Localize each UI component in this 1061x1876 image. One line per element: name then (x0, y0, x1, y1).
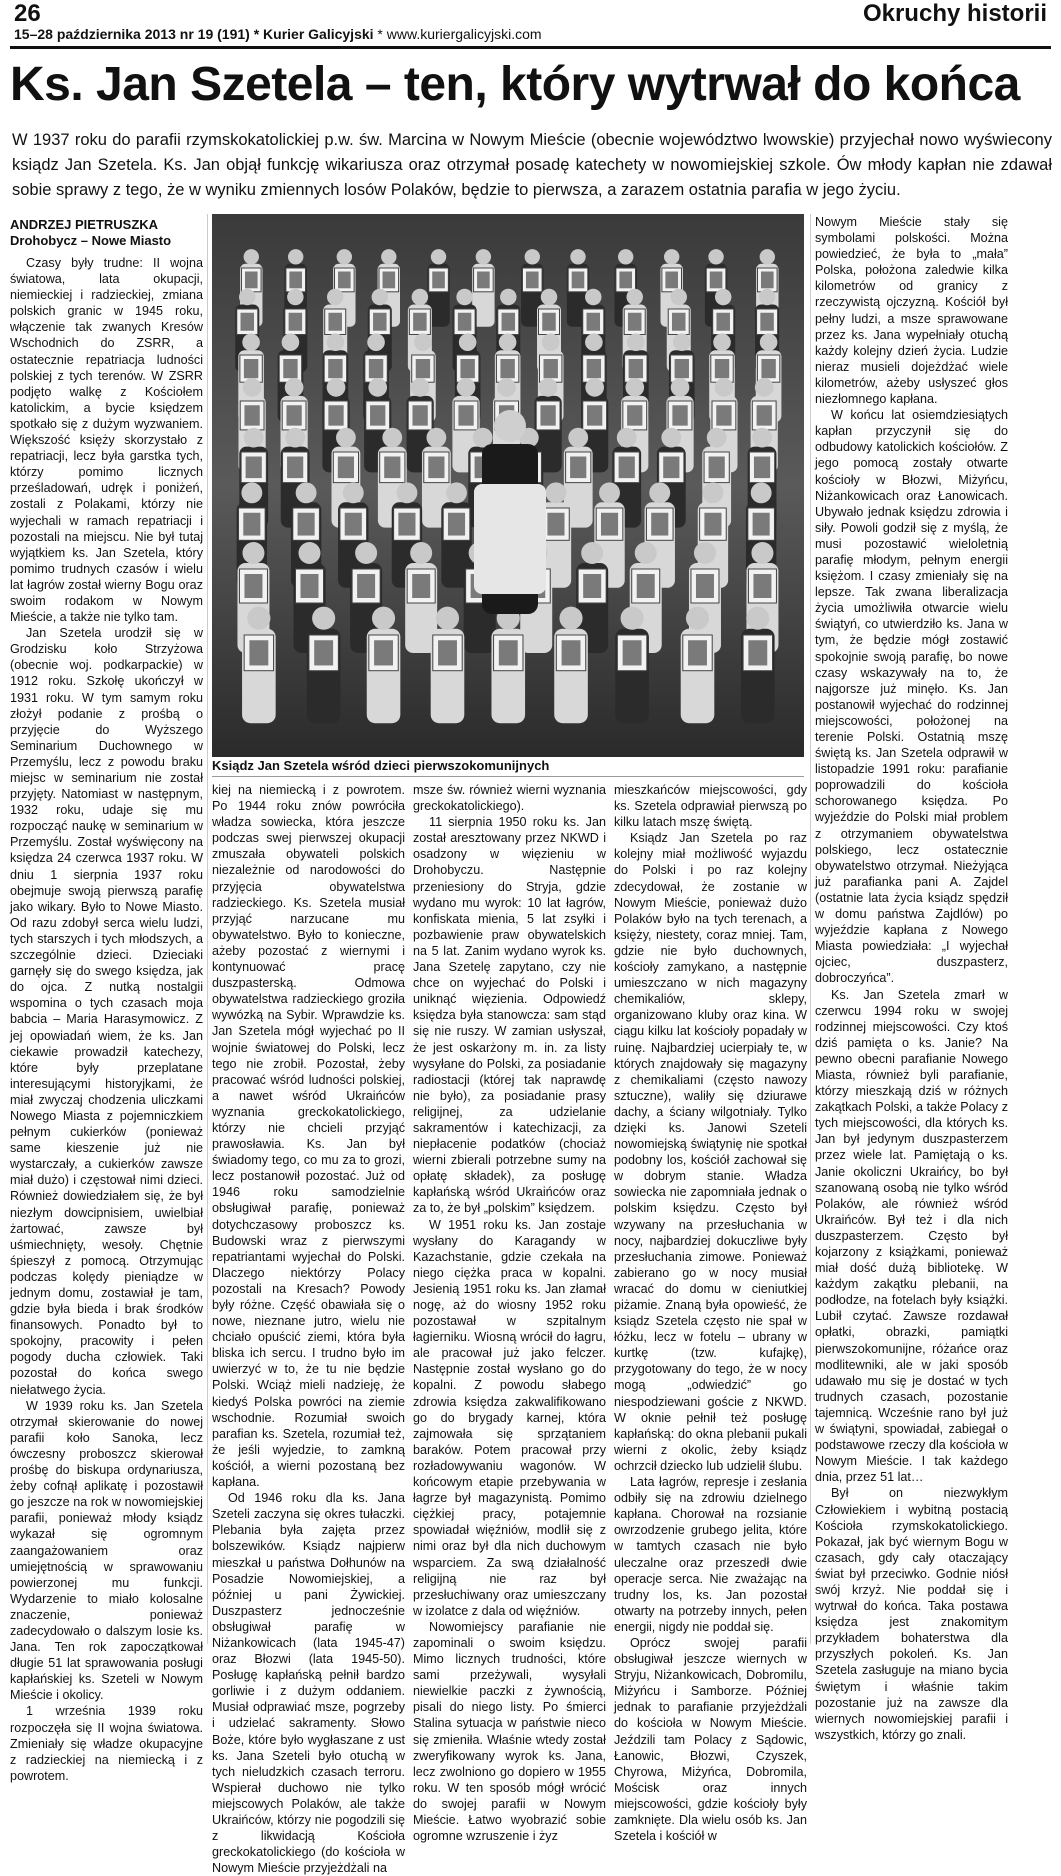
paragraph: W 1951 roku ks. Jan zostaje wysłany do Karagandy w Kazachstanie, gdzie czekała na niego ciężka praca w kopalni. Jesienią 1951 roku ks. Jan złamał nogę, aż do wiosny 1952 roku pozostawał w szpitalnym łagierniku. Wiosną wrócił do łagru, ale pracował już jako felczer. Następnie został wysłano go do kopalni. Z powodu słabego zdrowia księdza zakwalifikowano go do brygady karnej, która zajmowała się sprzątaniem baraków. Potem pracował przy rozładowywaniu wagonów. W końcowym etapie przebywania w łagrze był magazynistą. Pomimo ciężkiej pracy, potajemnie spowiadał więźniów, modlił się z nimi oraz był dla nich duchowym wsparciem. Za swą działalność religijną nie raz był przesłuchiwany oraz umieszczany w izolatce z dala od więźniów. (413, 1217, 606, 1618)
paragraph: W końcu lat osiemdziesiątych kapłan przyczynił się do odbudowy katolickich kościołów. Z jego pomocą zostały otwarte kościoły w Błozwi, Miżyńcu, Niżankowicach oraz Łanowicach. Ubywało jednak księdzu zdrowia i siły. Powoli godził się z myślą, że musi pozostawić wieloletnią parafię młodym, pełnym energii księżom. I czasy zmieniały się na lepsze. Tak zwana liberalizacja życia umożliwiła otwarcie wielu świątyń, co utwierdziło ks. Jana w tym, że będzie mógł zostawić spokojnie swoją parafię, bo nowe czasy wskazywały na to, że najgorsze już minęło. Ks. Jan postanowił wyjechać do rodzinnej miejscowości, położonej na terenie Polski. Ostatnią mszę świętą ks. Jan Szetela odprawił w listopadzie 1991 roku: parafianie poprowadzili do kościoła schorowanego księdza. Po wyjeździe do Polski miał problem z otrzymaniem obywatelstwa polskiego, lecz ostatecznie obywatelstwo otrzymał. Nieżyjąca już parafianka pani A. Zajdel (ostatnie lata życia ksiądz spędził w domu państwa Zajdlów) po wyjeździe kapłana z Nowego Miasta powiedziała: „I wyjechał ojciec, duszpasterz, dobroczyńca”. (815, 408, 1008, 986)
photo-caption: Ksiądz Jan Szetela wśród dzieci pierwszokomunijnych (212, 758, 550, 773)
paragraph: Czasy były trudne: II wojna światowa, lata okupacji, niemieckiej i radzieckiej, zmiana polskich granic w 1945 roku, włączenie tak zwanych Kresów Wschodnich do ZSRR, a ostatecznie repatriacja ludności polskiej z tych terenów. W ZSRR podjęto walkę z Kościołem katolickim, a bycie księdzem spotkało się z dużym wyzwaniem. Większość księży skorzystało z repatriacji, lecz była garstka tych, którzy pomimo licznych prześladowań, udręk i poniżeń, zostali z Polakami, którzy nie wyjechali w ramach repatriacji i pozostali na miejscu. Nie był tutaj wyjątkiem ks. Jan Szetela, który pomimo trudnych czasów i wielu lat łagrów został wierny Bogu oraz swoim rodakom w Nowym Mieście, a także nie tylko tam. (10, 256, 203, 625)
column-divider (207, 214, 208, 1644)
paragraph: Nowym Mieście stały się symbolami polskości. Można powiedzieć, że była to „mała” Polska, położona zaledwie kilka kilometrów od granicy z rzeczywistą ojczyzną. Kościół był pełny ludzi, a msze sprawowane przez ks. Jana wypełniały otuchą każdy kolejny dzień życia. Ludzie nieraz musieli dojeżdżać wiele kilometrów, ażeby usłyszeć głos niezłomnego kapłana. (815, 215, 1008, 407)
author-location: Drohobycz – Nowe Miasto (10, 233, 172, 248)
paragraph: Lata łagrów, represje i zesłania odbiły się na zdrowiu dzielnego kapłana. Chorował na rozsianie owrzodzenie grubego jelita, które w tamtych czasach nie było uleczalne oraz przeszedł dwie operacje serca. Nie zważając na trudny los, ks. Jan pozostał otwarty na potrzeby innych, pełen energii, nigdy nie poddał się. (614, 1475, 807, 1634)
paragraph: Od 1946 roku dla ks. Jana Szeteli zaczyna się okres tułaczki. Plebania była zajęta przez bolszewików. Ksiądz najpierw mieszkał u państwa Dołhunów na Posadzie Nowomiejskiej, a później u pani Żywickiej. Duszpasterz jednocześnie obsługiwał parafię w Niżankowicach (lata 1945-47) oraz Błozwi (lata 1945-50). Posługę kapłańską pełnił bardzo gorliwie i z dużym oddaniem. Musiał odprawiać msze, pogrzeby i udzielać sakramenty. Słowo Boże, które było wygłaszane z ust ks. Jana Szeteli było otuchą w tych nieludzkich czasach terroru. Wspierał duchowo nie tylko miejscowych Polaków, ale także Ukraińców, którzy nie pogodzili się z likwidacją Kościoła greckokatolickiego (do kościoła w Nowym Mieście przyjeżdżali na (212, 1491, 405, 1876)
article-title: Ks. Jan Szetela – ten, który wytrwał do końca (10, 58, 1020, 111)
group-photo (212, 214, 804, 757)
caption-rule (212, 776, 804, 777)
paragraph: Ksiądz Jan Szetela po raz kolejny miał możliwość wyjazdu do Polski i po raz kolejny zdecydował, że zostanie w Nowym Mieście, ponieważ dużo Polaków było na tych terenach, a księży, niestety, coraz mniej. Tam, gdzie nie było duchownych, kościoły zamykano, a następnie umieszczano w nich magazyny chemikaliów, sklepy, organizowano kluby oraz kina. W ciągu kilku lat kościoły popadały w ruinę. Najbardziej ucierpiały te, w których znajdowały się magazyny z chemikaliami (często nawozy sztuczne), waliły się dziurawe dachy, a ściany wilgotniały. Tylko dzięki ks. Janowi Szeteli nowomiejską świątynię nie spotkał podobny los, kościół zachował się w dobrym stanie. Władza sowiecka nie zapomniała jednak o polskim księdzu. Często był wzywany na przesłuchania w nocy, najbardziej dokuczliwe były przesłuchania zimowe. Ponieważ zabierano go w nocy musiał wracać do domu w cieniutkiej piżamie. Znaną była opowieść, że ksiądz Szetela często nie spał w łóżku, lecz w fotelu – ubrany w kurtkę (tzw. kufajkę), przygotowany do tego, że w nocy mogą „odwiedzić” go niespodziewani goście z NKWD. W oknie pełnił też posługę kapłańską: do okna plebanii pukali wierni z okolic, żeby ksiądz ochrzcił dziecko lub udzielił ślubu. (614, 831, 807, 1473)
paragraph: Był on niezwykłym Człowiekiem i wybitną postacią Kościoła rzymskokatolickiego. Pokazał, jak być wiernym Bogu w czasach, gdy cały otaczający świat był przeciwko. Godnie niósł swój krzyż. Nie poddał się i wytrwał do końca. Taka postawa księdza jest znakomitym przykładem bohaterstwa dla przyszłych pokoleń. Ks. Jan Szetela zasługuje na miano bycia świętym i właśnie takim pozostanie już na zawsze dla wiernych nowomiejskiej parafii i wszystkich, którzy go znali. (815, 1486, 1008, 1742)
text-column-2 (212, 782, 405, 1876)
text-column-4 (614, 782, 807, 1844)
article-lead: W 1937 roku do parafii rzymskokatolickiej p.w. św. Marcina w Nowym Mieście (obecnie województwo lwowskie) przyjechał nowo wyświecony ksiądz Jan Szetela. Ks. Jan objął funkcję wikariusza oraz otrzymał posadę katechety w nowomiejskiej szkole. Ów młody kapłan nie zdawał sobie sprawy z tego, że w wyniku zmiennych losów Polaków, będzie to pierwsza, a zarazem ostatnia parafia w jego życiu. (12, 131, 1052, 199)
column-divider (810, 214, 811, 1644)
section-title: Okruchy historii (862, 0, 1047, 27)
byline (10, 217, 200, 249)
text-column-1 (10, 255, 203, 1783)
issue-info (14, 26, 542, 42)
paragraph: mieszkańców miejscowości, gdy ks. Szetela odprawiał pierwszą po kilku latach mszę świętą. (614, 783, 807, 830)
header-rule (10, 46, 1051, 49)
paragraph: msze św. również wierni wyznania greckokatolickiego). (413, 783, 606, 814)
paragraph: 1 września 1939 roku rozpoczęła się II wojna światowa. Zmieniały się władze okupacyjne z radzieckiej na niemiecką i z powrotem. (10, 1704, 203, 1783)
paragraph: Oprócz swojej parafii obsługiwał jeszcze wiernych w Stryju, Niżankowicach, Dobromilu, Miżyńcu i Samborze. Później jednak to parafianie przyjeżdżali do kościoła w Nowym Mieście. Jeździli tam Polacy z Sądowic, Łanowic, Błozwi, Czyszek, Chyrowa, Miżyńca, Dobromila, Mościsk oraz innych miejscowości, gdzie kościoły były zamknięte. Dla wielu osób ks. Jan Szetela i kościół w (614, 1635, 807, 1844)
page-number: 26 (14, 0, 41, 27)
text-column-5 (815, 214, 1008, 1742)
paragraph: Ks. Jan Szetela zmarł w czerwcu 1994 roku w swojej rodzinnej miejscowości. Czy ktoś dziś pamięta o ks. Janie? Na pewno obecni parafianie Nowego Miasta, również byli parafianie, którzy mieszkają dziś w różnych zakątkach Polski, a także Polacy z tych miejscowości, dla których ks. Jan był jedynym duszpasterzem przez wiele lat. Pamiętają o ks. Janie okoliczni Ukraińcy, bo był szanowaną osobą nie tylko wśród Polaków, ale również wśród Ukraińców. Był też i dla nich duszpasterzem. Często był kojarzony z książkami, ponieważ miał dość dużą bibliotekę. W każdym zakątku plebanii, na podłodze, na fotelach były książki. Lubił czytać. Zawsze rozdawał opłatki, obrazki, pamiątki pierwszokomunijne, różańce oraz modlitewniki, ale w jaki sposób udawało mu się je dostać w tych trudnych czasach, pozostanie tajemnicą. Wcześnie rano był już w świątyni, spowiadał, zabiegał o podstawowe rzeczy dla kościoła w Nowym Mieście. I tak każdego dnia, przez 51 lat… (815, 987, 1008, 1485)
website-url[interactable]: * www.kuriergalicyjski.com (373, 26, 542, 42)
author-name: ANDRZEJ PIETRUSZKA (10, 217, 159, 232)
photo-image (212, 214, 804, 757)
paragraph: W 1939 roku ks. Jan Szetela otrzymał skierowanie do nowej parafii koło Sanoka, lecz ówczesny proboszcz skierował prośbę do biskupa ordynariusza, żeby cofnął aplikatę i pozostawił go jeszcze na rok w nowomiejskiej parafii, ponieważ młody ksiądz wykazał się ogromnym zaangażowaniem oraz umiejętnością w sprawowaniu powierzonej mu funkcji. Wydarzenie to miało kolosalne znaczenie, ponieważ zadecydowało o dalszym losie ks. Jana. Ten rok zapoczątkował długie 51 lat sprawowania posługi kapłańskiej ks. Szeteli w Nowym Mieście i okolicy. (10, 1398, 203, 1703)
paragraph: Nowomiejscy parafianie nie zapominali o swoim księdzu. Mimo licznych trudności, które sami przeżywali, wysyłali niewielkie paczki z żywnością, pisali do niego listy. Po śmierci Stalina sytuacja w państwie nieco się zmieniła. Właśnie wtedy został zweryfikowany wyrok ks. Jana, lecz zwolniono go dopiero w 1955 roku. W ten sposób mógł wrócić do swojej parafii w Nowym Mieście. Łatwo wyobrazić sobie ogromne wzruszenie i żyz (413, 1619, 606, 1844)
text-column-3 (413, 782, 606, 1844)
paragraph: 11 sierpnia 1950 roku ks. Jan został aresztowany przez NKWD i osadzony w więzieniu w Drohobyczu. Następnie przeniesiony do Stryja, gdzie wydano mu wyrok: 10 lat łagrów, konfiskata mienia, 5 lat zsyłki i pozbawienie praw obywatelskich na 5 lat. Zanim wydano wyrok ks. Jana Szetelę zapytano, czy nie chce on wyjechać do Polski i uniknąć więzienia. Odpowiedź księdza była stanowcza: sam stąd się nie ruszy. W zamian usłyszał, że jest oskarżony m. in. za listy wysyłane do Polski, za posiadanie radiostacji (której tak naprawdę nie było), za posiadanie prasy religijnej, za udzielanie sakramentów i katechizacji, za niepłacenie podatków (chociaż wierni zbierali potrzebne sumy na opłatę składek), za posługę kapłańską wśród Ukraińców oraz za to, że był „polskim” księdzem. (413, 815, 606, 1216)
issue-date: 15–28 października 2013 nr 19 (191) * Kurier Galicyjski (14, 26, 374, 42)
paragraph: Jan Szetela urodził się w Grodzisku koło Strzyżowa (obecnie woj. podkarpackie) w 1912 roku. Szkołę ukończył w 1931 roku. W tym samym roku złożył podanie z prośbą o przyjęcie do Wyższego Seminarium Duchownego w Przemyślu, lecz z powodu braku miejsc w seminarium nie został przyjęty. Natomiast w następnym, 1932 roku, udaje się mu rozpocząć naukę w seminarium w Przemyślu. Został wyświęcony na księdza 24 czerwca 1937 roku. W dniu 1 sierpnia 1937 roku obejmuje swoją pierwszą parafię jako wikary. Było to Nowe Miasto. Od razu zdobył serca wielu ludzi, tych starszych i tych młodszych, a szczególnie dzieci. Dzieciaki garnęły się do swego księdza, jak do ojca. Z nutką nostalgii wspomina o tych czasach moja babcia – Maria Harasymowicz. Z jej opowiadań wiem, że ks. Jan ciekawie prowadził katechezy, które były przeplatane interesującymi historyjkami, że miał zwyczaj chodzenia uliczkami Nowego Miasta z pojemniczkiem pełnym cukierków (ponieważ same kieszenie już nie wystarczały, a cukierków zawsze miał dużo) i częstował nimi dzieci. Również dowiedziałem się, że był niezłym dowcipnisiem, uwielbiał żartować, zawsze był uśmiechnięty, wesoły. Chętnie śpieszył z pomocą. Otrzymując podczas kolędy pieniądze w jednym domu, zostawiał je tam, gdzie była bieda i brak środków finansowych. Ponadto był to spokojny, pracowity i pełen pogody ducha człowiek. Taki pozostał do końca swego niełatwego życia. (10, 626, 203, 1397)
paragraph: kiej na niemiecką i z powrotem. Po 1944 roku znów powróciła władza sowiecka, która jeszcze podczas swej pierwszej okupacji zmuszała obywateli polskich niezależnie od narodowości do przyjęcia obywatelstwa radzieckiego. Ks. Szetela musiał przyjąć narzucane mu obywatelstwo. Było to konieczne, ażeby pozostać z wiernymi i kontynuować pracę duszpasterską. Odmowa obywatelstwa radzieckiego groziła wywózką na Sybir. Wprawdzie ks. Jan Szetela mógł wyjechać po II wojnie światowej do Polski, lecz tego nie zrobił. Pozostał, żeby pracować wśród ludności polskiej, a nawet wśród Ukraińców wyznania greckokatolickiego, którzy nie chcieli przyjąć prawosławia. Ks. Jan był świadomy tego, co mu za to grozi, lecz postanowił pozostać. Już od 1946 roku samodzielnie obsługiwał parafię, ponieważ dotychczasowy proboszcz ks. Budowski wraz z pierwszymi repatriantami wyjechał do Polski. Dlaczego niektórzy Polacy pozostali na Kresach? Powody były różne. Część obawiała się o nowe, nieznane jutro, wielu nie chciało opuścić ziemi, która była bliska ich sercu. I trudno było im uwierzyć w to, że tu nie będzie Polski. Wciąż mieli nadzieję, że kiedyś Polska powróci na ziemie wschodnie. Rozumiał swoich parafian ks. Szetela, rozumiał też, że jeśli wyjedzie, to zamkną kościół, a wierni pozostaną bez kapłana. (212, 783, 405, 1490)
